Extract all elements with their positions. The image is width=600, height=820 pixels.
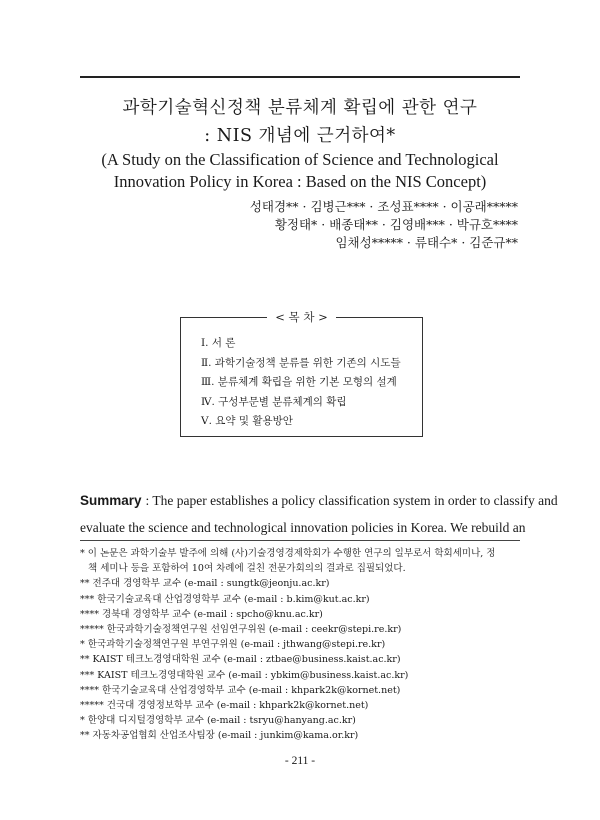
- korean-subtitle: : NIS 개념에 근거하여*: [204, 126, 396, 146]
- footnote-rule: [80, 540, 520, 541]
- toc-item: Ⅰ. 서 론: [201, 337, 236, 349]
- korean-title: 과학기술혁신정책 분류체계 확립에 관한 연구: [122, 98, 478, 118]
- title-rule: [80, 76, 520, 78]
- footnote-continuation: 책 세미나 등을 포함하여 10여 차례에 걸친 전문가회의의 결과로 집필되었다.: [88, 563, 406, 575]
- footnote: *** 한국기술교육대 산업경영학부 교수 (e-mail : b.kim@kut.ac.kr): [80, 593, 370, 605]
- toc-item: Ⅳ. 구성부문별 분류체계의 확립: [201, 395, 347, 408]
- author-line-2: 황정태* · 배종태** · 김영배*** · 박규호****: [274, 217, 518, 232]
- footnotes: [80, 546, 520, 744]
- page-number: - 211 -: [284, 755, 316, 767]
- toc-item: Ⅴ. 요약 및 활용방안: [201, 415, 293, 427]
- footnote: ***** 건국대 경영정보학부 교수 (e-mail : khpark2k@kornet.net): [80, 700, 369, 712]
- summary-label: Summary: [80, 493, 142, 508]
- footnote: * 한양대 디지털경영학부 교수 (e-mail : tsryu@hanyang.ac.kr): [80, 715, 356, 727]
- footnote: * 한국과학기술정책연구원 부연구위원 (e-mail : jthwang@stepi.re.kr): [80, 639, 386, 651]
- table-of-contents: [180, 310, 423, 437]
- footnote: **** 한국기술교육대 산업경영학부 교수 (e-mail : khpark2k@kornet.net): [80, 684, 401, 696]
- toc-list: [201, 334, 401, 432]
- footnote: ** KAIST 테크노경영대학원 교수 (e-mail : ztbae@business.kaist.ac.kr): [80, 654, 401, 666]
- english-title-line-2: Innovation Policy in Korea : Based on the NIS Concept): [113, 172, 487, 191]
- footnote: ** 자동차공업협회 산업조사팀장 (e-mail : junkim@kama.or.kr): [80, 730, 359, 742]
- summary-line-1: [80, 487, 558, 514]
- summary-paragraph: [80, 487, 558, 541]
- author-line-3: 임채성***** · 류태수* · 김준규**: [335, 235, 518, 250]
- toc-item: Ⅱ. 과학기술정책 분류를 위한 기존의 시도들: [201, 356, 401, 369]
- summary-line-2: evaluate the science and technological innovation policies in Korea. We rebuild an: [80, 520, 526, 535]
- footnote: * 이 논문은 과학기술부 발주에 의해 (사)기술경영경제학회가 수행한 연구의 일부로서 학회세미나, 정: [80, 548, 496, 559]
- toc-heading-wrap: [181, 309, 422, 325]
- toc-item: Ⅲ. 분류체계 확립을 위한 기본 모형의 설계: [201, 376, 397, 388]
- footnote: ** 전주대 경영학부 교수 (e-mail : sungtk@jeonju.ac.kr): [80, 578, 330, 590]
- summary-text-1: : The paper establishes a policy classification system in order to classify and: [145, 493, 558, 508]
- footnote: **** 경북대 경영학부 교수 (e-mail : spcho@knu.ac.kr): [80, 608, 323, 620]
- english-title-line-1: (A Study on the Classification of Science and Technological: [101, 150, 499, 169]
- author-line-1: 성태경** · 김병근*** · 조성표**** · 이공래*****: [249, 199, 518, 214]
- footnote: *** KAIST 테크노경영대학원 교수 (e-mail : ybkim@business.kaist.ac.kr): [80, 669, 409, 681]
- toc-heading: < 목 차 >: [267, 310, 335, 324]
- footnote: ***** 한국과학기술정책연구원 선임연구위원 (e-mail : ceekr@stepi.re.kr): [80, 624, 402, 636]
